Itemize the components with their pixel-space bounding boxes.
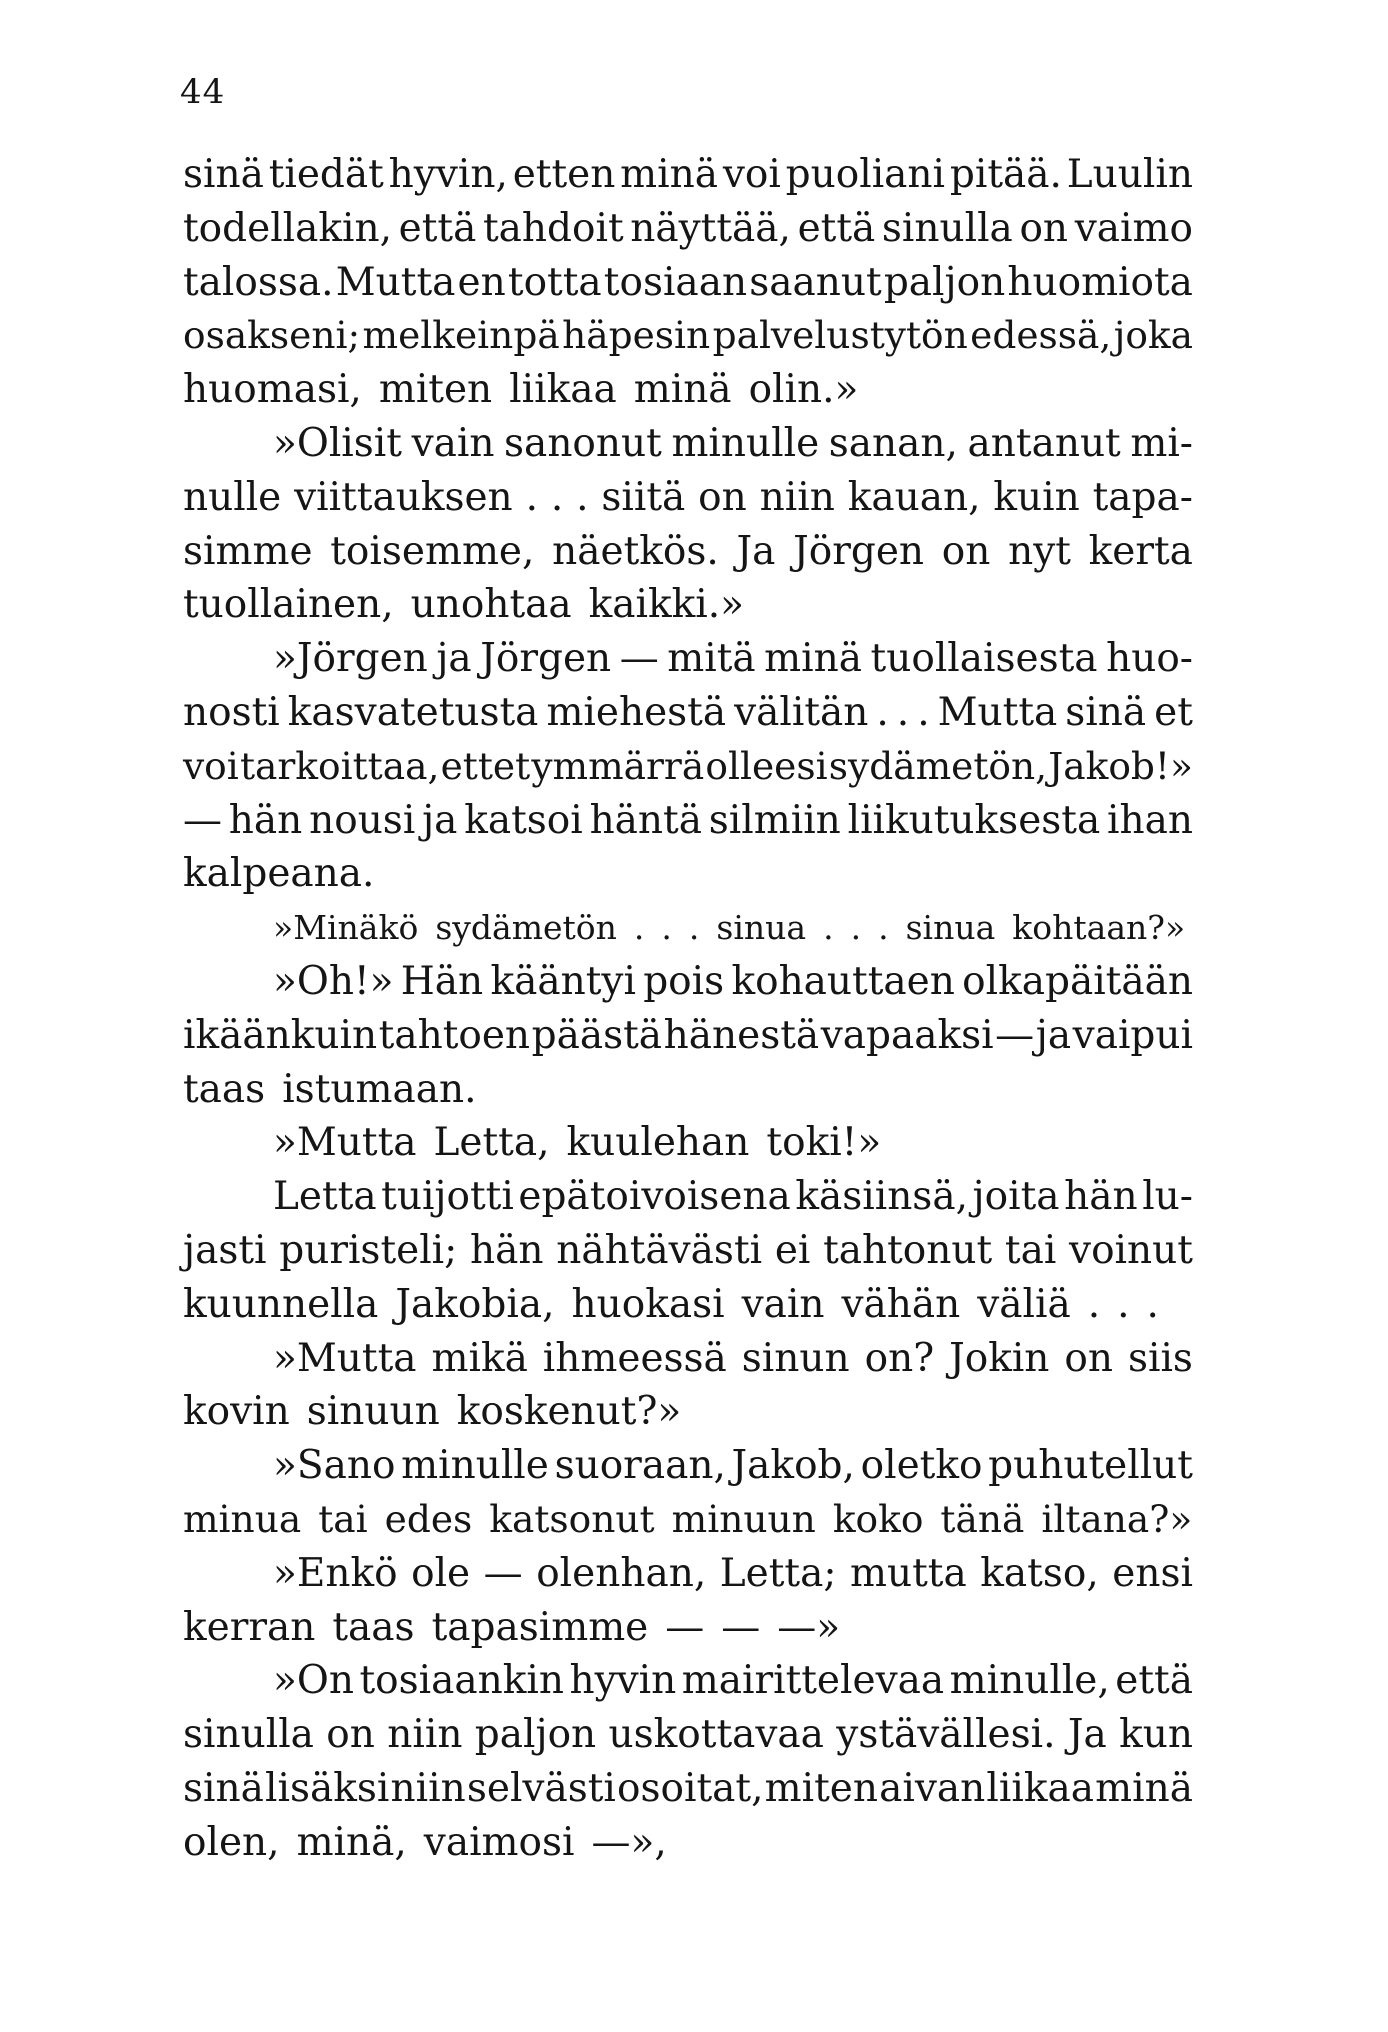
word: Jokin — [949, 1335, 1050, 1381]
word: . — [550, 474, 564, 520]
word: voinut — [1069, 1227, 1193, 1273]
word: näyttää, — [630, 205, 791, 251]
word: olin.» — [748, 367, 859, 413]
word: että — [398, 205, 477, 251]
word: mi- — [1130, 420, 1193, 466]
text-line — [183, 1116, 1193, 1170]
word: Ja — [736, 528, 776, 574]
word: totta — [507, 259, 602, 305]
text-line — [183, 202, 1193, 256]
word: todellakin, — [183, 205, 393, 251]
word: toisemme, — [330, 528, 535, 574]
word: ole — [411, 1550, 471, 1596]
word: voi — [722, 152, 781, 197]
word: istumaan. — [282, 1066, 477, 1112]
word: »Olisit — [273, 420, 402, 466]
word: Jörgen — [480, 636, 612, 682]
word: mikä — [431, 1335, 528, 1381]
word: pois — [643, 958, 725, 1004]
word: miten — [764, 1765, 878, 1811]
word: on — [1064, 1335, 1113, 1381]
text-line — [183, 1439, 1193, 1493]
word: nyt — [1008, 528, 1071, 574]
word: silmiin — [708, 797, 841, 843]
word: käsiinsä, — [795, 1174, 968, 1220]
word: katsonut — [489, 1496, 655, 1541]
word: »Mutta — [273, 1120, 417, 1166]
word: koko — [832, 1496, 924, 1541]
word: minä — [633, 367, 732, 413]
word: ihan — [1107, 797, 1193, 843]
word: Mutta — [937, 689, 1058, 735]
word: taas — [332, 1604, 415, 1650]
word: »Mutta — [273, 1335, 417, 1381]
word: miten — [378, 367, 493, 413]
word: hän — [1064, 1174, 1138, 1220]
word: on — [698, 474, 747, 520]
text-line — [183, 1332, 1193, 1386]
word: kalpeana. — [183, 851, 375, 897]
word: kerran — [183, 1604, 316, 1650]
word: häpesin — [562, 313, 711, 358]
text-line — [183, 363, 1193, 417]
word: on? — [864, 1335, 935, 1381]
word: hänestä — [663, 1012, 820, 1058]
word: ja — [1035, 1012, 1072, 1058]
word: liikutuksesta — [847, 797, 1101, 843]
word: — — [483, 1550, 523, 1596]
word: kohtaan?» — [1012, 908, 1186, 948]
word: ja — [422, 797, 458, 843]
word: olleesi — [705, 743, 828, 788]
word: niin — [390, 1765, 466, 1811]
word: — — [665, 1604, 705, 1650]
word: kääntyi — [490, 958, 636, 1004]
word: . — [850, 908, 862, 948]
word: minä — [1095, 1765, 1193, 1811]
word: hyvin — [569, 1658, 677, 1704]
word: liikaa — [509, 367, 617, 413]
word: vaimo — [1074, 205, 1193, 251]
text-line — [183, 1385, 1193, 1439]
word: kauan, — [847, 474, 981, 520]
word: jasti — [183, 1227, 267, 1273]
word: minulle — [401, 1443, 549, 1489]
word: ja — [436, 636, 472, 682]
word: nulle — [183, 474, 282, 520]
word: Jakob, — [731, 1443, 855, 1489]
word: »Jörgen — [273, 636, 428, 682]
word: häntä — [589, 797, 702, 843]
word: näetkös. — [552, 528, 719, 574]
word: ensi — [1112, 1550, 1193, 1596]
word: —» — [777, 1604, 841, 1650]
word: vain — [411, 420, 495, 466]
text-line — [183, 1654, 1193, 1708]
word: puhutellut — [988, 1443, 1193, 1489]
word: kuulehan — [566, 1120, 750, 1166]
word: et — [1154, 689, 1193, 735]
word: taas — [183, 1066, 266, 1112]
word: puoliani — [785, 152, 946, 197]
word: on — [326, 1712, 375, 1758]
text-line — [183, 1816, 1193, 1870]
word: tahdoit — [482, 205, 624, 251]
word: että — [1115, 1658, 1193, 1704]
word: . — [876, 689, 889, 735]
text-line — [183, 955, 1193, 1009]
word: liikaa — [986, 1765, 1094, 1811]
word: väliä — [977, 1281, 1071, 1327]
word: Letta, — [433, 1120, 550, 1166]
word: olenhan, — [536, 1550, 707, 1596]
word: sydämetön, — [828, 743, 1048, 788]
word: . — [917, 689, 930, 735]
word: sanonut — [504, 420, 662, 466]
word: en — [457, 259, 506, 305]
word: suoraan, — [554, 1443, 726, 1489]
word: kerta — [1088, 528, 1193, 574]
word: voi — [183, 743, 239, 788]
text-line — [183, 794, 1193, 848]
word: vapaaksi — [820, 1012, 994, 1058]
word: ettet — [440, 743, 531, 788]
word: mairittelevaa — [681, 1658, 945, 1704]
text-line — [183, 471, 1193, 525]
word: kasvatetusta — [287, 689, 539, 735]
word: tuollainen, — [183, 582, 394, 628]
word: . — [661, 908, 672, 948]
word: iltana?» — [1041, 1496, 1193, 1541]
word: minuun — [671, 1496, 816, 1541]
word: siis — [1127, 1335, 1193, 1381]
word: huokasi — [571, 1281, 725, 1327]
word: melkeinpä — [362, 313, 560, 358]
word: koskenut?» — [456, 1389, 682, 1435]
word: . — [688, 908, 700, 948]
word: tänä — [940, 1496, 1025, 1541]
word: mitä — [667, 636, 756, 682]
word: Jörgen — [793, 528, 925, 574]
word: huomiota — [1007, 259, 1193, 305]
word: paljon — [883, 259, 1006, 305]
text-line — [183, 1547, 1193, 1601]
text-line — [183, 1493, 1193, 1547]
word: kohauttaen — [731, 958, 955, 1004]
body-text — [183, 148, 1193, 1870]
word: epätoivoisena — [518, 1174, 791, 1220]
word: Hän — [400, 958, 484, 1004]
text-line — [183, 578, 1193, 632]
word: niin — [759, 474, 835, 520]
word: vaipui — [1072, 1012, 1193, 1058]
word: etten — [512, 152, 616, 197]
word: ei — [774, 1227, 811, 1273]
word: »Minäkö — [273, 908, 419, 948]
word: — — [183, 797, 222, 843]
word: saanut — [749, 259, 882, 305]
word: vähän — [841, 1281, 961, 1327]
word: tahtoen — [378, 1012, 531, 1058]
word: on — [1019, 205, 1069, 251]
word: päästä — [531, 1012, 663, 1058]
text-line — [183, 632, 1193, 686]
word: . — [525, 474, 538, 520]
word: sinä — [183, 152, 264, 197]
word: mutta — [850, 1550, 967, 1596]
word: minulle, — [949, 1658, 1110, 1704]
word: nousi — [309, 797, 416, 843]
word: välitän — [734, 689, 869, 735]
word: simme — [183, 528, 313, 574]
word: vain — [741, 1281, 825, 1327]
word: kaikki.» — [588, 582, 745, 628]
word: katsoi — [464, 797, 583, 843]
text-line — [183, 256, 1193, 310]
word: sinua — [716, 908, 807, 948]
word: tuijotti — [381, 1174, 514, 1220]
word: minä, — [296, 1819, 407, 1865]
word: tapa- — [1092, 474, 1193, 520]
word: joka — [1113, 313, 1193, 358]
word: vaimosi — [423, 1819, 575, 1865]
word: Letta; — [719, 1550, 837, 1596]
word: tapasimme — [431, 1604, 649, 1650]
word: että — [797, 205, 876, 251]
word: osoitat, — [617, 1765, 764, 1811]
word: lu- — [1142, 1174, 1193, 1220]
word: hän — [470, 1227, 544, 1273]
word: . — [576, 474, 589, 520]
word: . — [1087, 1281, 1101, 1327]
word: sinuun — [306, 1389, 440, 1435]
word: . — [633, 908, 645, 948]
word: lisäksi — [265, 1765, 390, 1811]
word: puristeli; — [279, 1227, 458, 1273]
word: . — [896, 689, 910, 735]
word: osakseni; — [183, 313, 361, 358]
text-line — [183, 1063, 1193, 1117]
word: miehestä — [546, 689, 727, 735]
word: minä — [620, 152, 718, 197]
word: ymmärrä — [531, 743, 705, 788]
word: Luulin — [1066, 152, 1193, 197]
word: kovin — [183, 1389, 290, 1435]
word: talossa. — [183, 259, 334, 305]
word: hän — [228, 797, 303, 843]
text-line — [183, 1224, 1193, 1278]
word: katso, — [980, 1550, 1099, 1596]
word: sanan, — [828, 420, 958, 466]
word: on — [941, 528, 991, 574]
word: tarkoittaa, — [239, 743, 440, 788]
word: kuunnella — [183, 1281, 379, 1327]
word: sydämetön — [435, 908, 617, 948]
word: Jakob!» — [1048, 743, 1193, 788]
word: edes — [384, 1496, 473, 1541]
word: — — [721, 1604, 761, 1650]
word: niin — [387, 1712, 463, 1758]
word: edessä, — [970, 313, 1112, 358]
word: pitää. — [949, 152, 1062, 197]
text-line — [183, 1708, 1193, 1762]
text-line — [183, 1762, 1193, 1816]
word: »Enkö — [273, 1550, 398, 1596]
word: olkapäitään — [962, 958, 1193, 1004]
word: tai — [318, 1496, 368, 1541]
word: . — [1146, 1281, 1159, 1327]
word: sinä — [183, 1765, 264, 1811]
word: Letta — [273, 1174, 377, 1220]
text-line — [183, 1278, 1193, 1332]
word: ihmeessä — [542, 1335, 727, 1381]
word: »Sano — [273, 1443, 396, 1489]
word: ikäänkuin — [183, 1012, 378, 1058]
word: toki!» — [766, 1120, 882, 1166]
word: tosiaan — [603, 259, 748, 305]
word: —», — [591, 1819, 667, 1865]
word: Ja — [1067, 1712, 1107, 1758]
word: minulle — [671, 420, 820, 466]
word: »On — [273, 1658, 354, 1704]
text-line — [183, 1170, 1193, 1224]
word: »Oh!» — [273, 958, 394, 1004]
word: antanut — [967, 420, 1121, 466]
word: hyvin, — [388, 152, 508, 197]
word: aivan — [879, 1765, 986, 1811]
word: nosti — [183, 689, 280, 735]
word: minua — [183, 1496, 302, 1541]
text-line — [183, 309, 1193, 363]
word: tai — [1004, 1227, 1057, 1273]
word: tiedät — [268, 152, 384, 197]
word: sinun — [741, 1335, 850, 1381]
word: palvelustytön — [712, 313, 968, 358]
word: . — [1117, 1281, 1130, 1327]
text-line — [183, 901, 1193, 955]
word: huomasi, — [183, 367, 362, 413]
word: ystävällesi. — [836, 1712, 1056, 1758]
word: uskottavaa — [608, 1712, 824, 1758]
word: kun — [1119, 1712, 1193, 1758]
word: tosiaankin — [359, 1658, 564, 1704]
text-line — [183, 1009, 1193, 1063]
text-line — [183, 525, 1193, 579]
word: — — [995, 1012, 1035, 1058]
word: joita — [972, 1174, 1060, 1220]
text-line — [183, 686, 1193, 740]
word: tahtonut — [823, 1227, 993, 1273]
word: nähtävästi — [556, 1227, 763, 1273]
word: tuollaisesta — [870, 636, 1098, 682]
word: minä — [764, 636, 862, 682]
word: sinua — [905, 908, 996, 948]
word: oletko — [860, 1443, 983, 1489]
word: siitä — [601, 474, 686, 520]
word: sinulla — [881, 205, 1013, 251]
text-line — [183, 847, 1193, 901]
word: olen, — [183, 1819, 280, 1865]
page-number: 44 — [180, 72, 226, 112]
word: selvästi — [466, 1765, 616, 1811]
word: huo- — [1106, 636, 1193, 682]
word: paljon — [474, 1712, 597, 1758]
word: unohtaa — [410, 582, 572, 628]
word: Jakobia, — [395, 1281, 555, 1327]
word: kuin — [993, 474, 1080, 520]
word: viittauksen — [294, 474, 513, 520]
text-line — [183, 417, 1193, 471]
text-line — [183, 740, 1193, 794]
word: sinulla — [183, 1712, 314, 1758]
word: Mutta — [335, 259, 456, 305]
word: sinä — [1065, 689, 1147, 735]
text-line — [183, 148, 1193, 202]
text-line — [183, 1601, 1193, 1655]
word: . — [823, 908, 834, 948]
word: . — [878, 908, 889, 948]
word: — — [619, 636, 659, 682]
